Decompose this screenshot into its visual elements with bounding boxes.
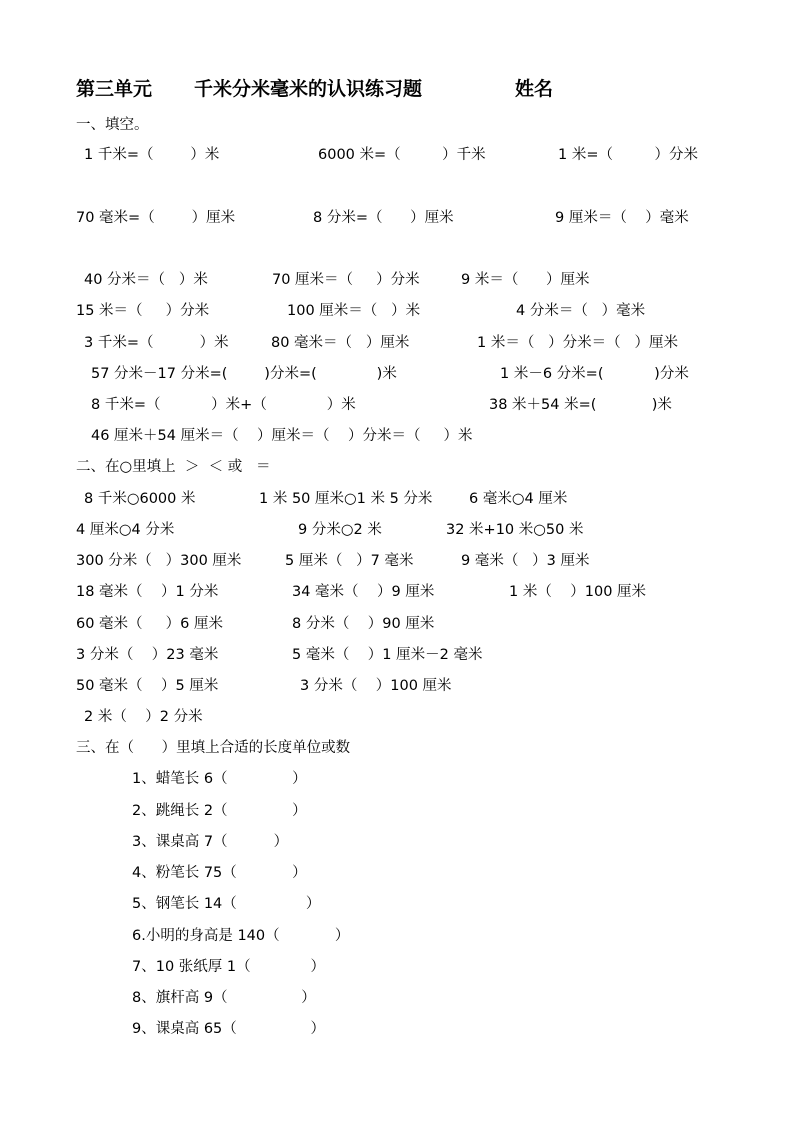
fill-blank-item: 3 千米=（ ）米: [84, 335, 229, 351]
fill-blank-item: 46 厘米＋54 厘米＝（ ）厘米＝（ ）分米＝（ ）米: [91, 428, 473, 444]
compare-item: 1 米 50 厘米○1 米 5 分米: [259, 491, 433, 507]
compare-item: 60 毫米（ ）6 厘米: [76, 616, 223, 632]
fill-blank-item: 15 米＝（ ）分米: [76, 303, 210, 319]
fill-blank-item: 70 毫米=（ ）厘米: [76, 210, 236, 226]
section3-heading: 三、在（ ）里填上合适的长度单位或数: [76, 740, 351, 756]
fill-blank-item: 8 千米=（ ）米+（ ）米: [91, 397, 356, 413]
compare-item: 1 米（ ）100 厘米: [509, 584, 647, 600]
fill-blank-item: 70 厘米＝（ ）分米: [272, 272, 420, 288]
compare-item: 8 千米○6000 米: [84, 491, 196, 507]
unit-question-item: 8、旗杆高 9（ ）: [132, 990, 316, 1006]
fill-blank-item: 57 分米－17 分米=( )分米=( )米: [91, 366, 397, 382]
unit-title: 第三单元: [76, 78, 153, 100]
fill-blank-item: 1 千米=（ ）米: [84, 147, 220, 163]
fill-blank-item: 80 毫米＝（ ）厘米: [271, 335, 410, 351]
compare-item: 8 分米（ ）90 厘米: [292, 616, 435, 632]
fill-blank-item: 8 分米=（ ）厘米: [313, 210, 454, 226]
compare-item: 5 厘米（ ）7 毫米: [285, 553, 414, 569]
compare-item: 3 分米（ ）100 厘米: [300, 678, 452, 694]
compare-item: 9 分米○2 米: [298, 522, 382, 538]
fill-blank-item: 9 厘米＝（ ）毫米: [555, 210, 689, 226]
compare-item: 18 毫米（ ）1 分米: [76, 584, 219, 600]
unit-question-item: 6.小明的身高是 140（ ）: [132, 928, 350, 944]
compare-item: 5 毫米（ ）1 厘米－2 毫米: [292, 647, 483, 663]
name-label: 姓名: [515, 78, 554, 100]
unit-question-item: 5、钢笔长 14（ ）: [132, 896, 321, 912]
compare-item: 6 毫米○4 厘米: [469, 491, 568, 507]
unit-question-item: 7、10 张纸厚 1（ ）: [132, 959, 326, 975]
worksheet-title: 千米分米毫米的认识练习题: [194, 78, 423, 100]
section1-heading: 一、填空。: [76, 117, 149, 133]
compare-item: 34 毫米（ ）9 厘米: [292, 584, 435, 600]
section2-heading: 二、在○里填上 ＞ ＜ 或 ＝: [76, 459, 271, 475]
fill-blank-item: 38 米＋54 米=( )米: [489, 397, 672, 413]
fill-blank-item: 4 分米＝（ ）毫米: [516, 303, 646, 319]
compare-item: 32 米+10 米○50 米: [446, 522, 584, 538]
fill-blank-item: 100 厘米＝（ ）米: [287, 303, 421, 319]
fill-blank-item: 1 米＝（ ）分米＝（ ）厘米: [477, 335, 678, 351]
compare-item: 4 厘米○4 分米: [76, 522, 175, 538]
compare-item: 50 毫米（ ）5 厘米: [76, 678, 219, 694]
compare-item: 3 分米（ ）23 毫米: [76, 647, 219, 663]
unit-question-item: 1、蜡笔长 6（ ）: [132, 771, 307, 787]
fill-blank-item: 1 米－6 分米=( )分米: [500, 366, 689, 382]
fill-blank-item: 9 米＝（ ）厘米: [461, 272, 590, 288]
unit-question-item: 9、课桌高 65（ ）: [132, 1021, 326, 1037]
fill-blank-item: 40 分米＝（ ）米: [84, 272, 208, 288]
compare-item: 300 分米（ ）300 厘米: [76, 553, 242, 569]
unit-question-item: 2、跳绳长 2（ ）: [132, 803, 307, 819]
fill-blank-item: 1 米=（ ）分米: [558, 147, 698, 163]
unit-question-item: 4、粉笔长 75（ ）: [132, 865, 307, 881]
fill-blank-item: 6000 米=（ ）千米: [318, 147, 486, 163]
compare-item: 2 米（ ）2 分米: [84, 709, 203, 725]
compare-item: 9 毫米（ ）3 厘米: [461, 553, 590, 569]
unit-question-item: 3、课桌高 7（ ）: [132, 834, 289, 850]
